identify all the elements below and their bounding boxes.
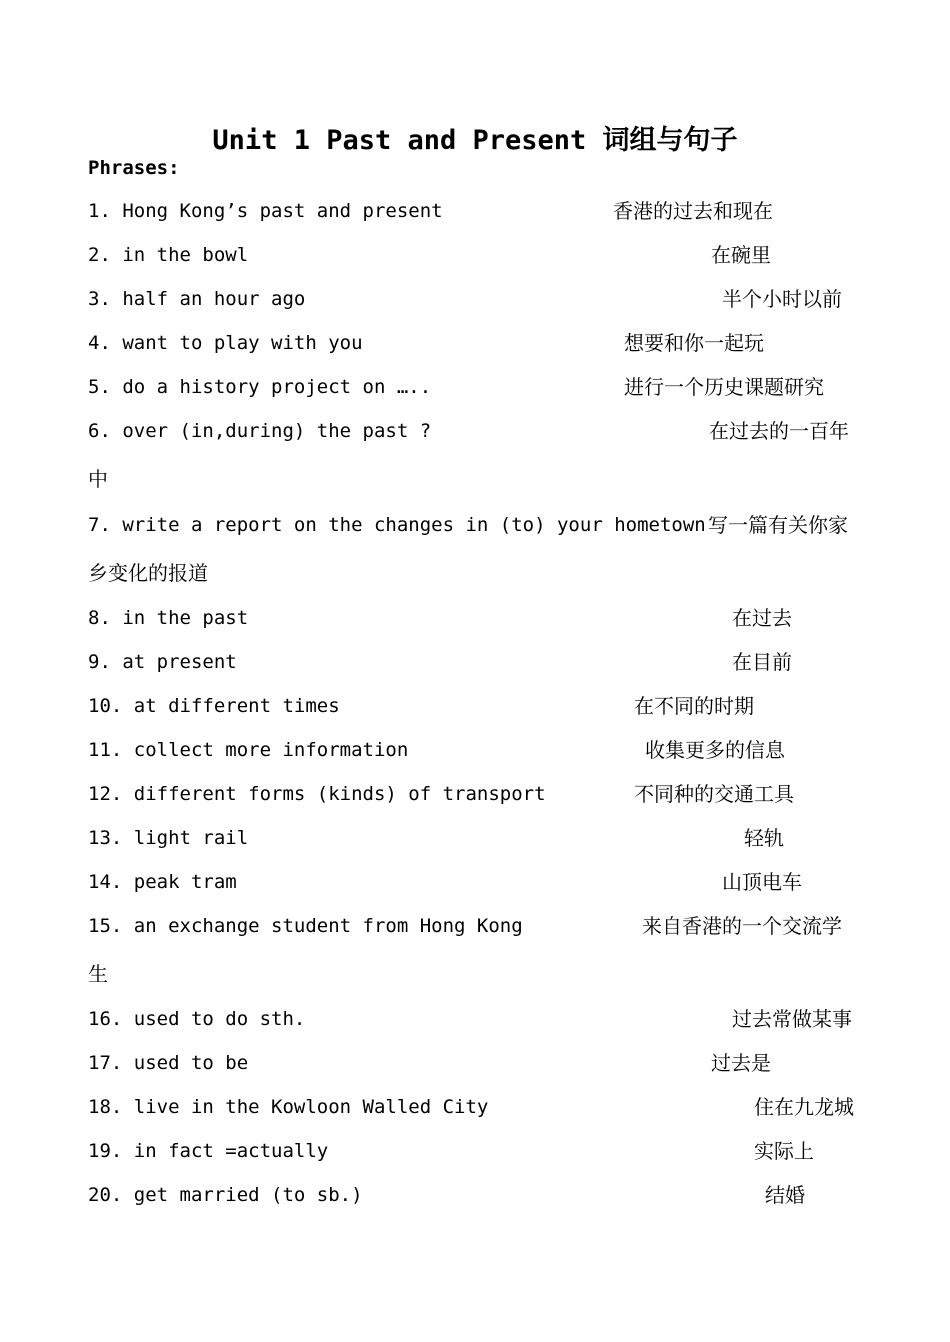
phrase-row: [0, 603, 950, 633]
phrase-chinese: 在过去的一百年: [709, 419, 849, 443]
phrase-row: [0, 691, 950, 721]
phrase-chinese: 半个小时以前: [722, 287, 842, 311]
phrase-english: 11. collect more information: [88, 739, 409, 761]
phrase-english: 16. used to do sth.: [88, 1008, 306, 1030]
phrase-chinese: 在碗里: [711, 243, 771, 267]
phrase-chinese: 进行一个历史课题研究: [624, 375, 824, 399]
phrase-chinese-continuation: 生: [88, 962, 108, 986]
phrase-english: 13. light rail: [88, 827, 249, 849]
phrase-chinese: 在不同的时期: [634, 694, 754, 718]
phrase-english: 20. get married (to sb.): [88, 1184, 363, 1206]
section-heading: Phrases:: [88, 157, 180, 179]
phrase-row: [0, 823, 950, 853]
phrase-english: 1. Hong Kong’s past and present: [88, 200, 443, 222]
phrase-english: 6. over (in,during) the past ?: [88, 420, 432, 442]
phrase-row: [0, 328, 950, 358]
phrase-row: [0, 372, 950, 402]
phrase-chinese: 在目前: [732, 650, 792, 674]
phrase-english: 17. used to be: [88, 1052, 249, 1074]
phrase-chinese-continuation: 中: [88, 467, 108, 491]
phrase-english: 8. in the past: [88, 607, 249, 629]
phrase-chinese: 想要和你一起玩: [624, 331, 764, 355]
phrase-chinese: 过去常做某事: [732, 1007, 852, 1031]
phrase-row: [0, 1180, 950, 1210]
phrase-english: 15. an exchange student from Hong Kong: [88, 915, 523, 937]
phrase-chinese: 不同种的交通工具: [634, 782, 794, 806]
phrase-row: [0, 1136, 950, 1166]
phrase-chinese: 过去是: [711, 1051, 771, 1075]
phrase-row: [0, 510, 950, 540]
phrase-chinese: 香港的过去和现在: [613, 199, 773, 223]
phrase-english: 7. write a report on the changes in (to) your hometown: [88, 514, 706, 536]
phrase-row: [0, 779, 950, 809]
phrase-row: [0, 1048, 950, 1078]
phrase-chinese: 结婚: [765, 1183, 805, 1207]
phrase-row: [0, 1092, 950, 1122]
phrase-row: [0, 735, 950, 765]
phrase-chinese: 山顶电车: [722, 870, 802, 894]
phrase-chinese: 写一篇有关你家: [708, 513, 848, 537]
phrase-row: [0, 196, 950, 226]
phrase-english: 18. live in the Kowloon Walled City: [88, 1096, 489, 1118]
phrase-chinese: 轻轨: [744, 826, 784, 850]
phrase-row: [0, 647, 950, 677]
phrase-row: [0, 911, 950, 941]
phrase-chinese: 来自香港的一个交流学: [642, 914, 842, 938]
phrase-row: [0, 867, 950, 897]
phrase-row: [0, 1004, 950, 1034]
phrase-english: 5. do a history project on …..: [88, 376, 432, 398]
phrase-chinese: 在过去: [732, 606, 792, 630]
page-title: Unit 1 Past and Present 词组与句子: [212, 125, 738, 156]
phrase-chinese: 住在九龙城: [754, 1095, 854, 1119]
phrase-english: 4. want to play with you: [88, 332, 363, 354]
phrase-english: 10. at different times: [88, 695, 340, 717]
phrase-english: 2. in the bowl: [88, 244, 249, 266]
phrase-english: 3. half an hour ago: [88, 288, 306, 310]
phrase-english: 19. in fact =actually: [88, 1140, 329, 1162]
phrase-english: 9. at present: [88, 651, 237, 673]
phrase-chinese: 实际上: [754, 1139, 814, 1163]
phrase-english: 12. different forms (kinds) of transport: [88, 783, 546, 805]
phrase-row: [0, 240, 950, 270]
phrase-chinese-continuation: 乡变化的报道: [88, 561, 208, 585]
phrase-english: 14. peak tram: [88, 871, 237, 893]
phrase-chinese: 收集更多的信息: [645, 738, 785, 762]
phrase-row: [0, 284, 950, 314]
phrase-row: [0, 416, 950, 446]
